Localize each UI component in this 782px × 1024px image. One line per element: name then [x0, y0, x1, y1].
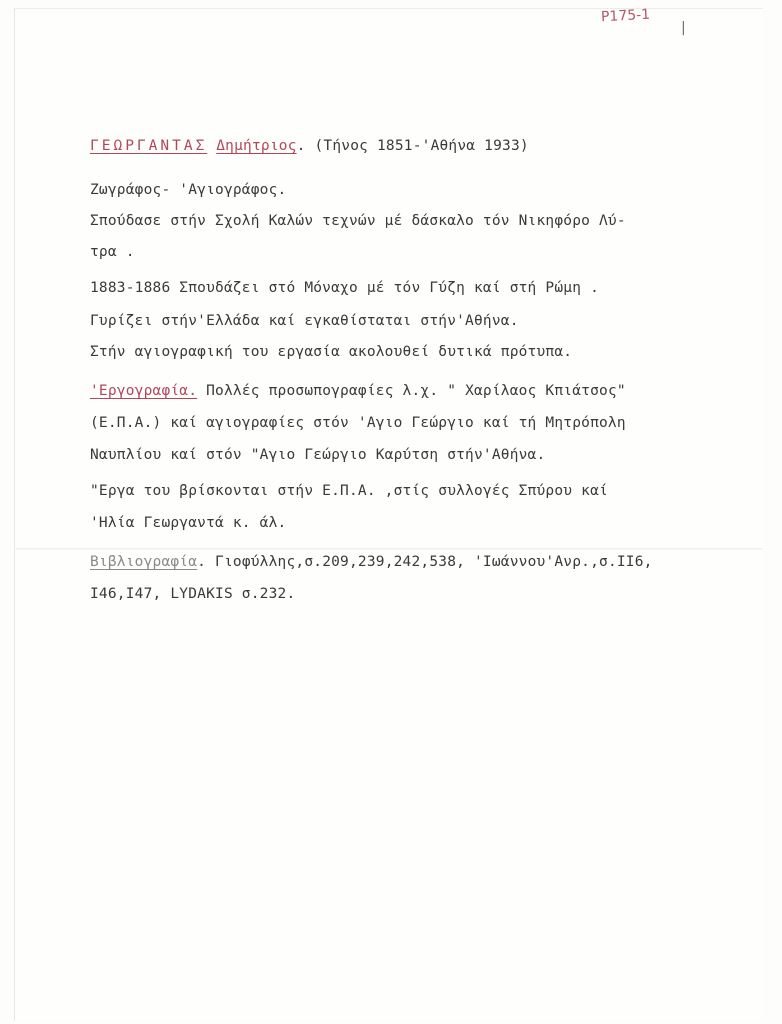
archive-reference: P175-1	[600, 6, 651, 26]
works-line	[90, 382, 626, 400]
works-line: 'Ηλία Γεωργαντά κ. άλ.	[90, 515, 287, 531]
archive-mark: |	[681, 20, 686, 36]
works-label: 'Εργογραφία.	[90, 383, 198, 399]
body-line: 1883-1886 Σπουδάζει στό Μόναχο μέ τόν Γύζη καί στή Ρώμη .	[90, 280, 599, 296]
body-line: τρα .	[90, 244, 135, 260]
entry-firstname: Δημήτριος	[216, 138, 297, 154]
works-line: Ναυπλίου καί στόν "Αγιο Γεώργιο Καρύτση στήν'Αθήνα.	[90, 447, 546, 463]
entry-heading	[90, 137, 529, 155]
works-text: Πολλές προσωπογραφίες λ.χ. " Χαρίλαος Κπιάτσος"	[197, 383, 626, 399]
body-line: Στήν αγιογραφική του εργασία ακολουθεί δυτικά πρότυπα.	[90, 344, 573, 360]
entry-dates: . (Τήνος 1851-'Αθήνα 1933)	[296, 138, 529, 154]
bibliography-line	[90, 553, 653, 571]
bibliography-line: I46,I47, LYDAKIS σ.232.	[90, 586, 296, 602]
bibliography-label: Βιβλιογραφία	[90, 554, 198, 570]
body-line: Γυρίζει στήν'Ελλάδα καί εγκαθίσταται στήν'Αθήνα.	[90, 313, 519, 329]
paper-fold	[14, 548, 762, 550]
entry-surname: ΓΕΩΡΓΑΝΤΑΣ	[90, 138, 208, 154]
works-line: (Ε.Π.Α.) καί αγιογραφίες στόν 'Αγιο Γεώργιο καί τή Μητρόπολη	[90, 415, 626, 431]
works-line: "Εργα του βρίσκονται στήν Ε.Π.Α. ,στίς συλλογές Σπύρου καί	[90, 483, 608, 499]
body-line: Ζωγράφος- 'Αγιογράφος.	[90, 182, 287, 198]
bibliography-text: . Γιοφύλλης,σ.209,239,242,538, 'Ιωάννου'Ανρ.,σ.II6,	[197, 554, 653, 570]
body-line: Σπούδασε στήν Σχολή Καλών τεχνών μέ δάσκαλο τόν Νικηφόρο Λύ-	[90, 213, 626, 229]
